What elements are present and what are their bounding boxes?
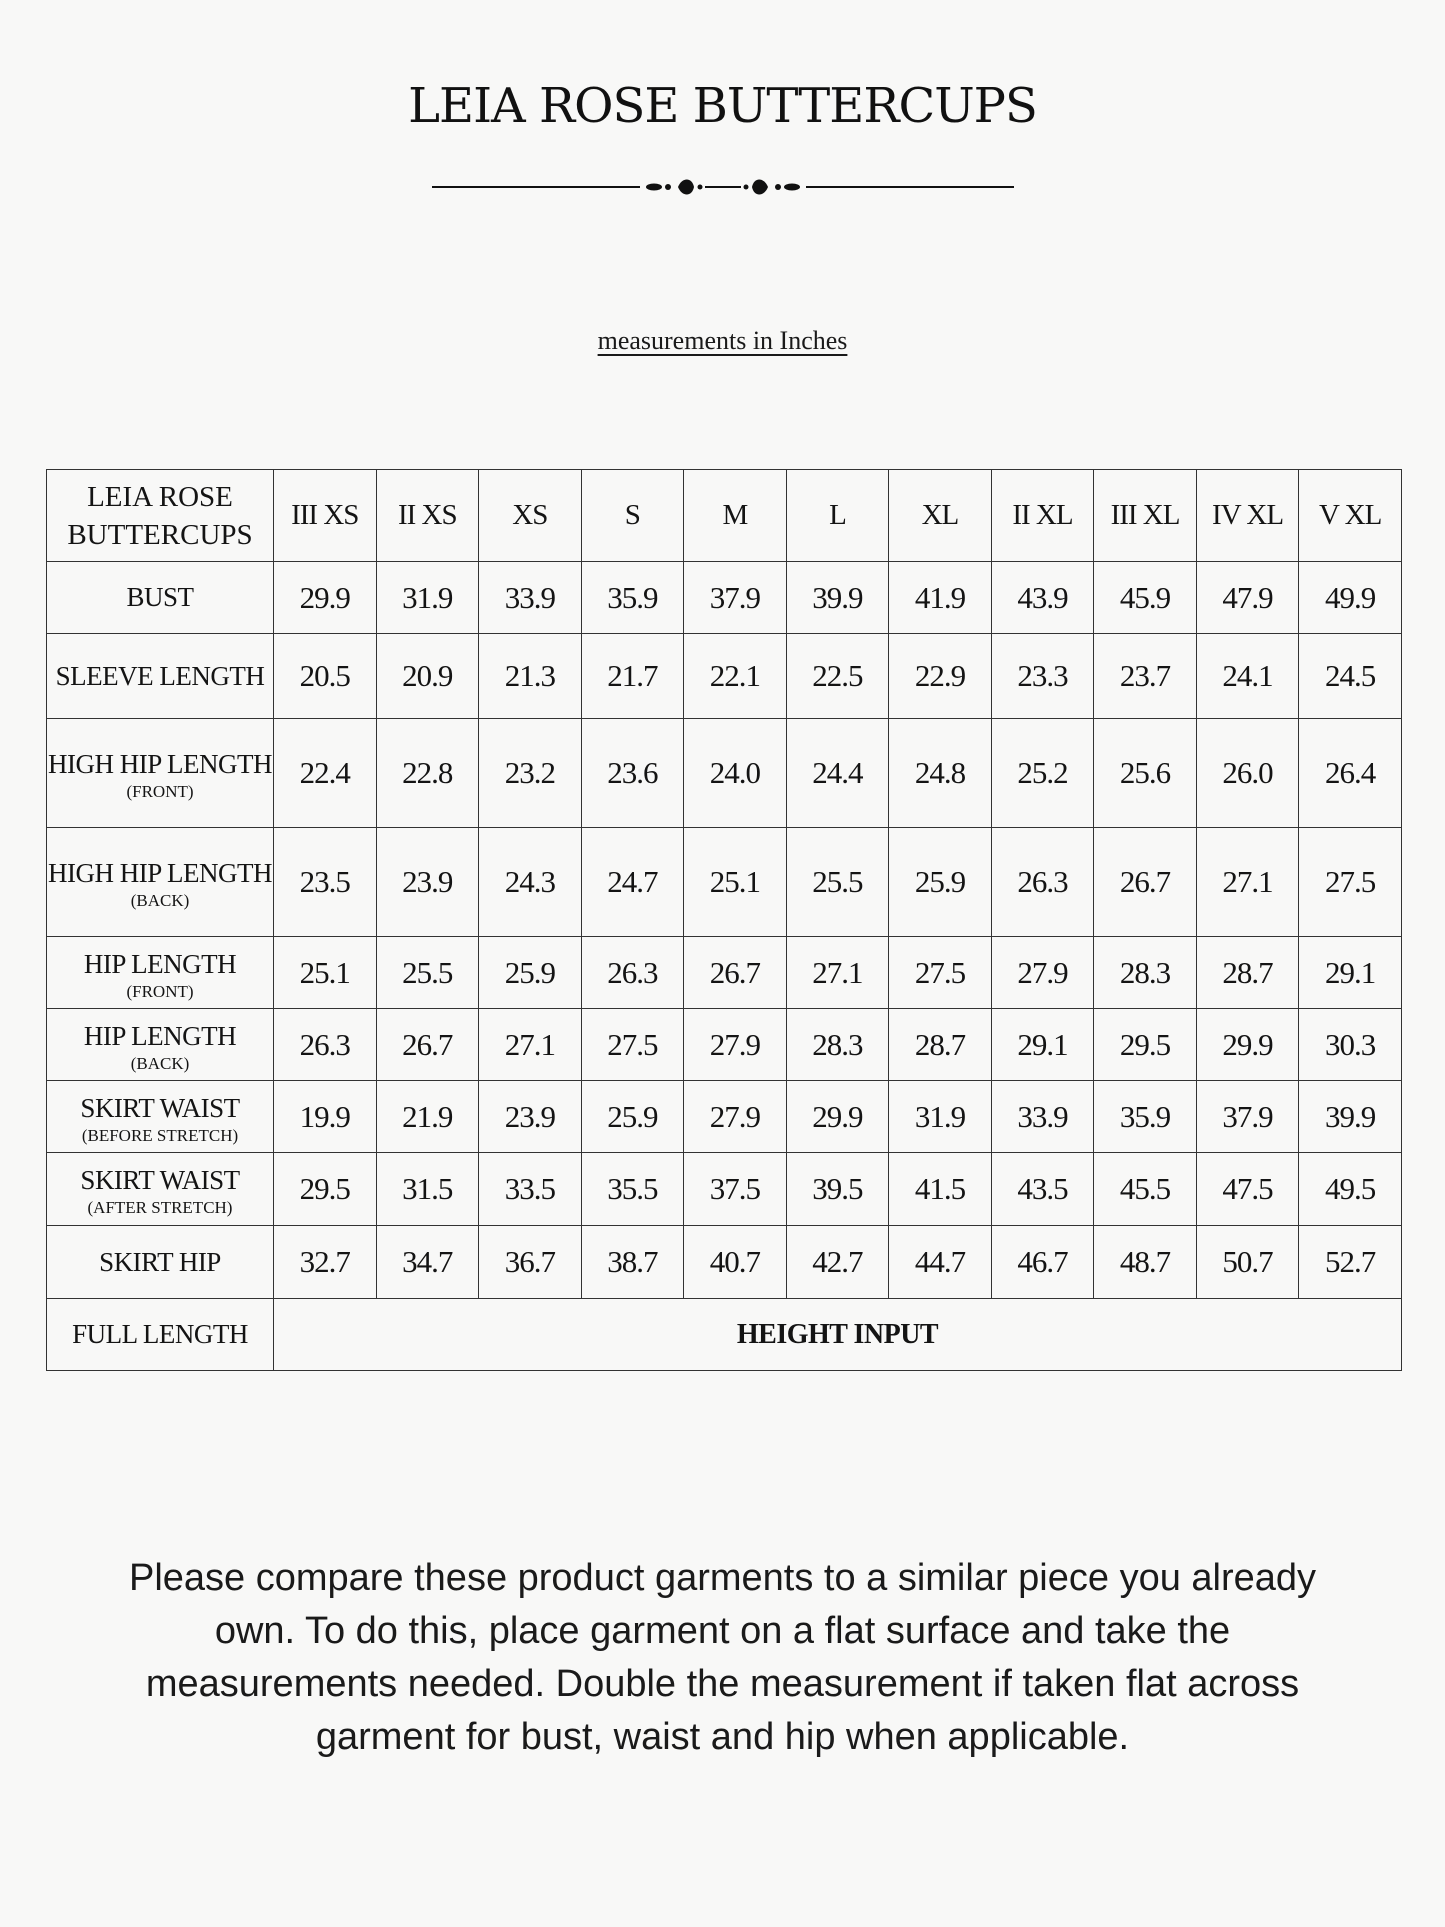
row-label-sub: (BACK) [130, 1053, 190, 1073]
measurement-cell: 29.9 [274, 562, 377, 634]
measurement-cell: 33.9 [479, 562, 582, 634]
measurement-cell: 39.9 [1299, 1081, 1402, 1153]
measurement-cell: 23.9 [479, 1081, 582, 1153]
size-chart-table [46, 469, 1402, 1371]
measurement-cell: 31.9 [889, 1081, 992, 1153]
measurement-cell: 21.9 [376, 1081, 479, 1153]
table-row [47, 719, 1402, 828]
measurement-cell: 23.9 [376, 828, 479, 937]
row-label-main: SKIRT HIP [99, 1246, 221, 1277]
measurement-cell: 29.9 [1196, 1009, 1299, 1081]
measurement-cell: 24.7 [581, 828, 684, 937]
measurement-cell: 29.1 [991, 1009, 1094, 1081]
row-label [47, 1009, 274, 1081]
row-label [47, 1153, 274, 1226]
measurement-cell: 37.9 [1196, 1081, 1299, 1153]
measurement-instructions: Please compare these product garments to a similar piece you already own. To do this, place garment on a flat surface and take the measurements needed. Double the measurement if taken flat across garment for bust, waist and hip when applicable. [128, 1557, 1317, 1758]
table-header-row [47, 470, 1402, 562]
measurement-cell: 49.5 [1299, 1153, 1402, 1226]
row-label [47, 828, 274, 937]
row-label-main: HIP LENGTH [83, 948, 237, 979]
measurement-cell: 24.1 [1196, 634, 1299, 719]
measurement-cell: 29.1 [1299, 937, 1402, 1009]
size-header: III XS [274, 470, 377, 562]
measurement-cell: 19.9 [274, 1081, 377, 1153]
full-length-value: HEIGHT INPUT [274, 1299, 1402, 1371]
measurement-cell: 45.9 [1094, 562, 1197, 634]
measurement-cell: 27.1 [479, 1009, 582, 1081]
measurement-cell: 24.5 [1299, 634, 1402, 719]
measurement-cell: 26.7 [684, 937, 787, 1009]
measurement-cell: 27.5 [889, 937, 992, 1009]
measurement-cell: 25.5 [786, 828, 889, 937]
row-label-sub: (BEFORE STRETCH) [81, 1125, 239, 1145]
row-label-main: BUST [126, 582, 194, 612]
table-row [47, 1153, 1402, 1226]
table-corner-label: LEIA ROSE BUTTERCUPS [47, 470, 274, 562]
row-label-main: SLEEVE LENGTH [55, 660, 265, 691]
measurement-cell: 25.1 [274, 937, 377, 1009]
size-header: III XL [1094, 470, 1197, 562]
table-row [47, 1081, 1402, 1153]
measurement-cell: 27.5 [581, 1009, 684, 1081]
measurement-cell: 26.3 [991, 828, 1094, 937]
measurement-cell: 28.3 [1094, 937, 1197, 1009]
row-label [47, 634, 274, 719]
measurement-cell: 26.3 [274, 1009, 377, 1081]
row-label [47, 937, 274, 1009]
size-header: XL [889, 470, 992, 562]
measurement-cell: 28.7 [1196, 937, 1299, 1009]
measurement-cell: 27.9 [684, 1081, 787, 1153]
table-row [47, 634, 1402, 719]
size-header: M [684, 470, 787, 562]
measurement-cell: 25.9 [889, 828, 992, 937]
size-header: IV XL [1196, 470, 1299, 562]
measurement-cell: 42.7 [786, 1226, 889, 1299]
measurement-cell: 44.7 [889, 1226, 992, 1299]
measurement-cell: 24.4 [786, 719, 889, 828]
table-row [47, 562, 1402, 634]
measurement-cell: 22.4 [274, 719, 377, 828]
table-row-full-length [47, 1299, 1402, 1371]
measurement-cell: 26.7 [376, 1009, 479, 1081]
measurement-cell: 47.5 [1196, 1153, 1299, 1226]
measurement-cell: 26.4 [1299, 719, 1402, 828]
measurement-cell: 27.5 [1299, 828, 1402, 937]
measurement-cell: 27.9 [991, 937, 1094, 1009]
measurement-cell: 22.5 [786, 634, 889, 719]
measurement-cell: 41.9 [889, 562, 992, 634]
measurement-cell: 32.7 [274, 1226, 377, 1299]
measurement-cell: 29.9 [786, 1081, 889, 1153]
measurement-cell: 20.5 [274, 634, 377, 719]
measurement-cell: 29.5 [1094, 1009, 1197, 1081]
row-label [47, 719, 274, 828]
size-header: S [581, 470, 684, 562]
size-header: XS [479, 470, 582, 562]
table-row [47, 937, 1402, 1009]
measurement-cell: 23.6 [581, 719, 684, 828]
table-row [47, 1009, 1402, 1081]
measurement-cell: 27.9 [684, 1009, 787, 1081]
row-label-sub: (AFTER STRETCH) [87, 1198, 233, 1217]
measurement-cell: 22.8 [376, 719, 479, 828]
measurement-cell: 37.9 [684, 562, 787, 634]
table-row [47, 1226, 1402, 1299]
measurement-cell: 39.9 [786, 562, 889, 634]
measurement-cell: 38.7 [581, 1226, 684, 1299]
row-label-main: HIGH HIP LENGTH [48, 749, 272, 779]
measurement-cell: 33.9 [991, 1081, 1094, 1153]
measurement-cell: 23.5 [274, 828, 377, 937]
flourish-divider-icon [430, 172, 1016, 202]
measurement-cell: 26.3 [581, 937, 684, 1009]
measurement-cell: 35.9 [1094, 1081, 1197, 1153]
unit-note: measurements in Inches [597, 326, 848, 355]
measurement-cell: 27.1 [786, 937, 889, 1009]
measurement-cell: 35.9 [581, 562, 684, 634]
measurement-cell: 39.5 [786, 1153, 889, 1226]
measurement-cell: 25.5 [376, 937, 479, 1009]
size-header: II XL [991, 470, 1094, 562]
measurement-cell: 41.5 [889, 1153, 992, 1226]
measurement-cell: 50.7 [1196, 1226, 1299, 1299]
measurement-cell: 24.8 [889, 719, 992, 828]
measurement-cell: 35.5 [581, 1153, 684, 1226]
measurement-cell: 49.9 [1299, 562, 1402, 634]
measurement-cell: 20.9 [376, 634, 479, 719]
measurement-cell: 36.7 [479, 1226, 582, 1299]
measurement-cell: 40.7 [684, 1226, 787, 1299]
measurement-cell: 28.3 [786, 1009, 889, 1081]
row-label-sub: (FRONT) [126, 782, 194, 801]
measurement-cell: 24.0 [684, 719, 787, 828]
measurement-cell: 23.3 [991, 634, 1094, 719]
measurement-cell: 30.3 [1299, 1009, 1402, 1081]
measurement-cell: 23.7 [1094, 634, 1197, 719]
table-row [47, 828, 1402, 937]
measurement-cell: 47.9 [1196, 562, 1299, 634]
row-label [47, 562, 274, 634]
measurement-cell: 25.1 [684, 828, 787, 937]
row-label [47, 1226, 274, 1299]
measurement-cell: 37.5 [684, 1153, 787, 1226]
row-label: FULL LENGTH [47, 1299, 274, 1371]
measurement-cell: 24.3 [479, 828, 582, 937]
row-label-main: SKIRT WAIST [80, 1092, 240, 1123]
measurement-cell: 21.3 [479, 634, 582, 719]
row-label-main: HIGH HIP LENGTH [48, 858, 272, 888]
measurement-cell: 46.7 [991, 1226, 1094, 1299]
measurement-cell: 25.9 [581, 1081, 684, 1153]
measurement-cell: 43.5 [991, 1153, 1094, 1226]
measurement-cell: 28.7 [889, 1009, 992, 1081]
measurement-cell: 25.2 [991, 719, 1094, 828]
measurement-cell: 33.5 [479, 1153, 582, 1226]
measurement-cell: 23.2 [479, 719, 582, 828]
measurement-cell: 34.7 [376, 1226, 479, 1299]
measurement-cell: 22.9 [889, 634, 992, 719]
measurement-cell: 27.1 [1196, 828, 1299, 937]
measurement-cell: 29.5 [274, 1153, 377, 1226]
size-header: L [786, 470, 889, 562]
row-label-main: SKIRT WAIST [80, 1165, 240, 1195]
measurement-cell: 52.7 [1299, 1226, 1402, 1299]
row-label-main: HIP LENGTH [83, 1020, 237, 1051]
measurement-cell: 26.7 [1094, 828, 1197, 937]
measurement-cell: 22.1 [684, 634, 787, 719]
page-title: LEIA ROSE BUTTERCUPS [408, 78, 1037, 134]
measurement-cell: 26.0 [1196, 719, 1299, 828]
measurement-cell: 31.9 [376, 562, 479, 634]
measurement-cell: 43.9 [991, 562, 1094, 634]
measurement-cell: 45.5 [1094, 1153, 1197, 1226]
measurement-cell: 25.9 [479, 937, 582, 1009]
row-label [47, 1081, 274, 1153]
measurement-cell: 31.5 [376, 1153, 479, 1226]
row-label-sub: (FRONT) [126, 981, 194, 1001]
size-header: II XS [376, 470, 479, 562]
row-label-sub: (BACK) [130, 891, 190, 910]
measurement-cell: 25.6 [1094, 719, 1197, 828]
measurement-cell: 48.7 [1094, 1226, 1197, 1299]
measurement-cell: 21.7 [581, 634, 684, 719]
size-header: V XL [1299, 470, 1402, 562]
